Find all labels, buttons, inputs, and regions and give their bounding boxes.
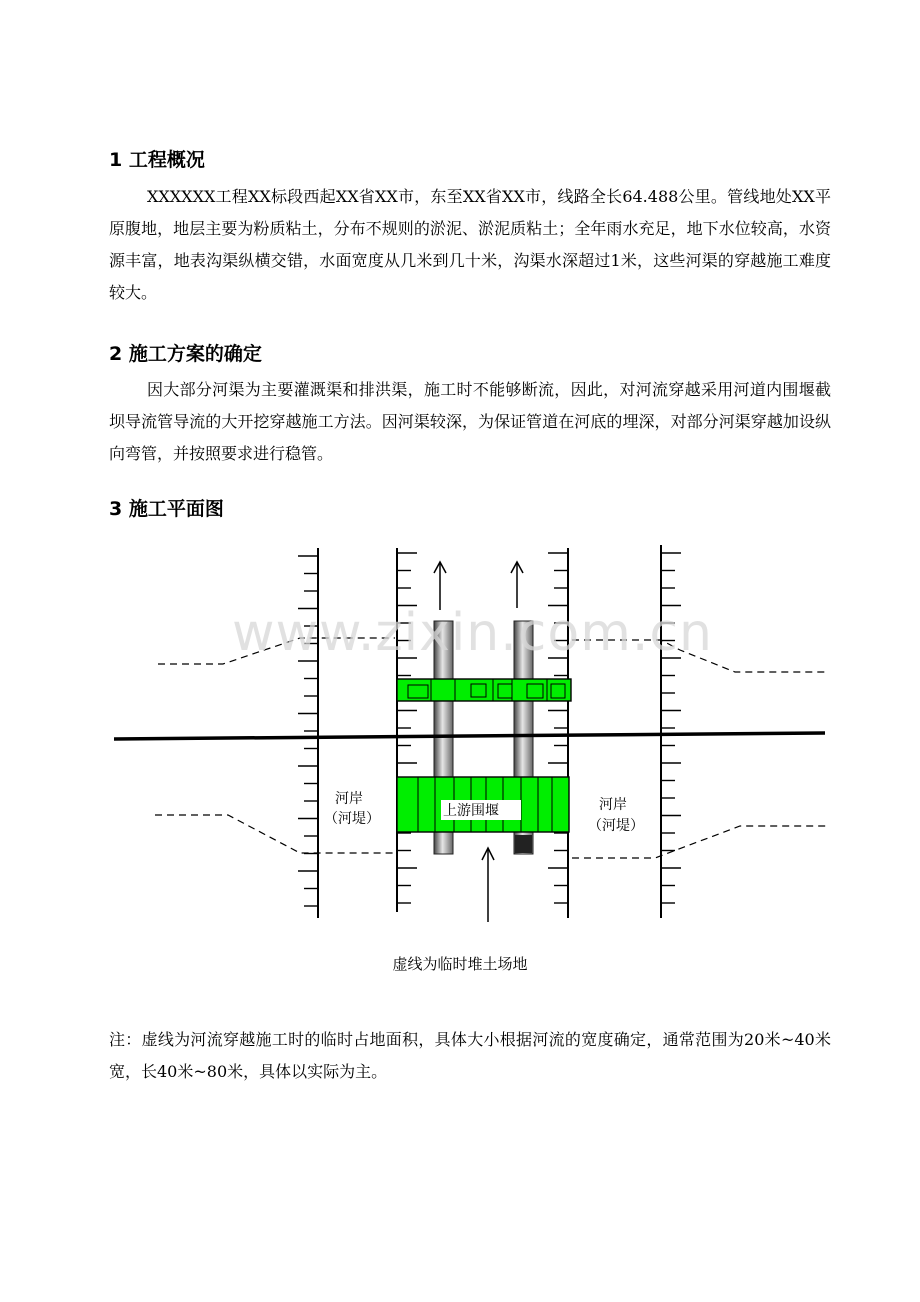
downstream-cofferdam: [397, 679, 571, 701]
bank-lines: [318, 545, 661, 918]
pipeline-line: [114, 733, 825, 739]
right-bank-label: 河岸: [599, 797, 627, 813]
right-bank-sublabel: （河堤）: [588, 818, 644, 834]
note-paragraph: 注：虚线为河流穿越施工时的临时占地面积，具体大小根据河流的宽度确定，通常范围为20米~40米宽，长40米~80米，具体以实际为主。: [109, 1030, 831, 1081]
left-bank-sublabel: （河堤）: [324, 811, 380, 827]
section-3-heading: 3 施工平面图: [109, 498, 224, 520]
section-2-heading: 2 施工方案的确定: [109, 343, 262, 365]
section-1-paragraph: XXXXXX工程XX标段西起XX省XX市，东至XX省XX市，线路全长64.488公里。管线地处XX平原腹地，地层主要为粉质粘土，分布不规则的淤泥、淤泥质粘土；全年雨水充足，地下水位较高，水资源丰富，地表沟渠纵横交错，水面宽度从几米到几十米，沟渠水深超过1米，这些河渠的穿越施工难度较大。: [109, 187, 831, 302]
watermark: www.zixin.com.cn: [232, 603, 713, 663]
upstream-cofferdam: [397, 777, 569, 832]
cofferdam-label: 上游围堰: [443, 803, 499, 819]
diagram-caption: 虚线为临时堆土场地: [392, 955, 528, 973]
section-1-heading: 1 工程概况: [109, 149, 205, 171]
section-2-paragraph: 因大部分河渠为主要灌溉渠和排洪渠，施工时不能够断流，因此，对河流穿越采用河道内围堰截坝导流管导流的大开挖穿越施工方法。因河渠较深，为保证管道在河底的埋深，对部分河渠穿越加设纵向弯管，并按照要求进行稳管。: [109, 380, 831, 463]
left-bank-label: 河岸: [335, 791, 363, 807]
construction-plan-diagram: [0, 535, 920, 935]
